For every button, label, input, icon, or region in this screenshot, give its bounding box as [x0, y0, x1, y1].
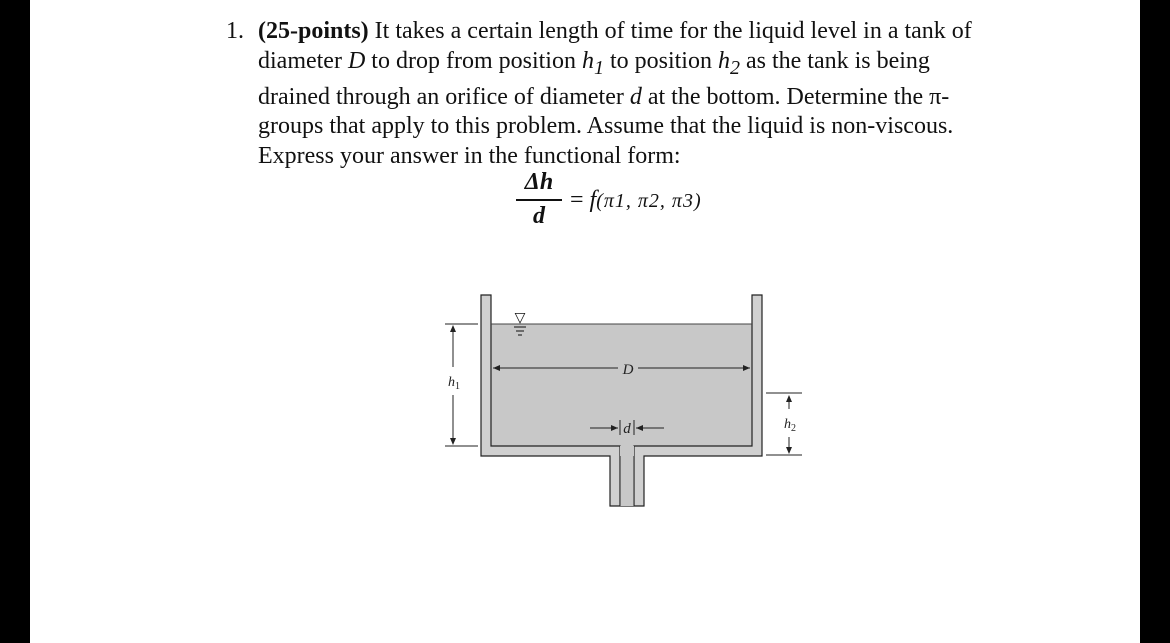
points-label: (25-points)	[258, 18, 369, 44]
drain-pipe-liquid	[620, 446, 634, 506]
label-D: D	[622, 362, 634, 378]
var-D: D	[347, 47, 366, 74]
label-h2	[784, 417, 796, 434]
function-name: f	[589, 187, 597, 213]
text-segment: to drop from position	[365, 47, 582, 74]
fraction-bar	[516, 199, 562, 201]
problem-number: 1.	[226, 18, 244, 44]
text-segment: as the tank is being drained through an orifice of diameter	[258, 47, 930, 110]
label-h1	[448, 375, 460, 392]
arrowhead	[450, 438, 456, 445]
label-d: d	[623, 421, 631, 437]
label-h2-base: h	[784, 417, 791, 432]
var-h1	[581, 47, 604, 79]
fraction-numerator: Δh	[524, 169, 554, 195]
function-arguments: (π1, π2, π3)	[596, 190, 702, 212]
page	[30, 0, 1140, 643]
equals-sign: =	[570, 187, 584, 213]
liquid-body	[491, 324, 752, 446]
text-segment: It takes a certain length of time for the liquid level in a tank of diameter	[258, 18, 972, 74]
text-segment: Determine the π-groups that apply to this problem. Assume that the liquid is non-viscous. Express your answer in the functional form:	[258, 83, 954, 169]
tank-diagram	[400, 285, 820, 515]
fraction	[516, 168, 562, 229]
var-h2	[717, 47, 740, 79]
arrowhead	[786, 447, 792, 454]
label-h2-sub: 2	[791, 423, 796, 434]
equation-rhs	[570, 187, 702, 214]
var-h2-sub: 2	[729, 56, 740, 79]
var-d: d	[629, 83, 642, 110]
text-segment: at the bottom.	[641, 83, 781, 110]
fraction-denominator: d	[533, 202, 545, 229]
problem-text	[258, 17, 986, 171]
var-h1-sub: 1	[593, 56, 604, 79]
problem-statement	[226, 17, 986, 171]
text-segment: to position	[603, 47, 718, 74]
var-h1-base: h	[581, 47, 594, 74]
free-surface-symbol: ▽	[514, 311, 526, 326]
arrowhead	[450, 325, 456, 332]
arrowhead	[786, 395, 792, 402]
label-h1-sub: 1	[455, 381, 460, 392]
label-h1-base: h	[448, 375, 455, 390]
functional-form-equation	[516, 168, 776, 232]
var-h2-base: h	[717, 47, 730, 74]
